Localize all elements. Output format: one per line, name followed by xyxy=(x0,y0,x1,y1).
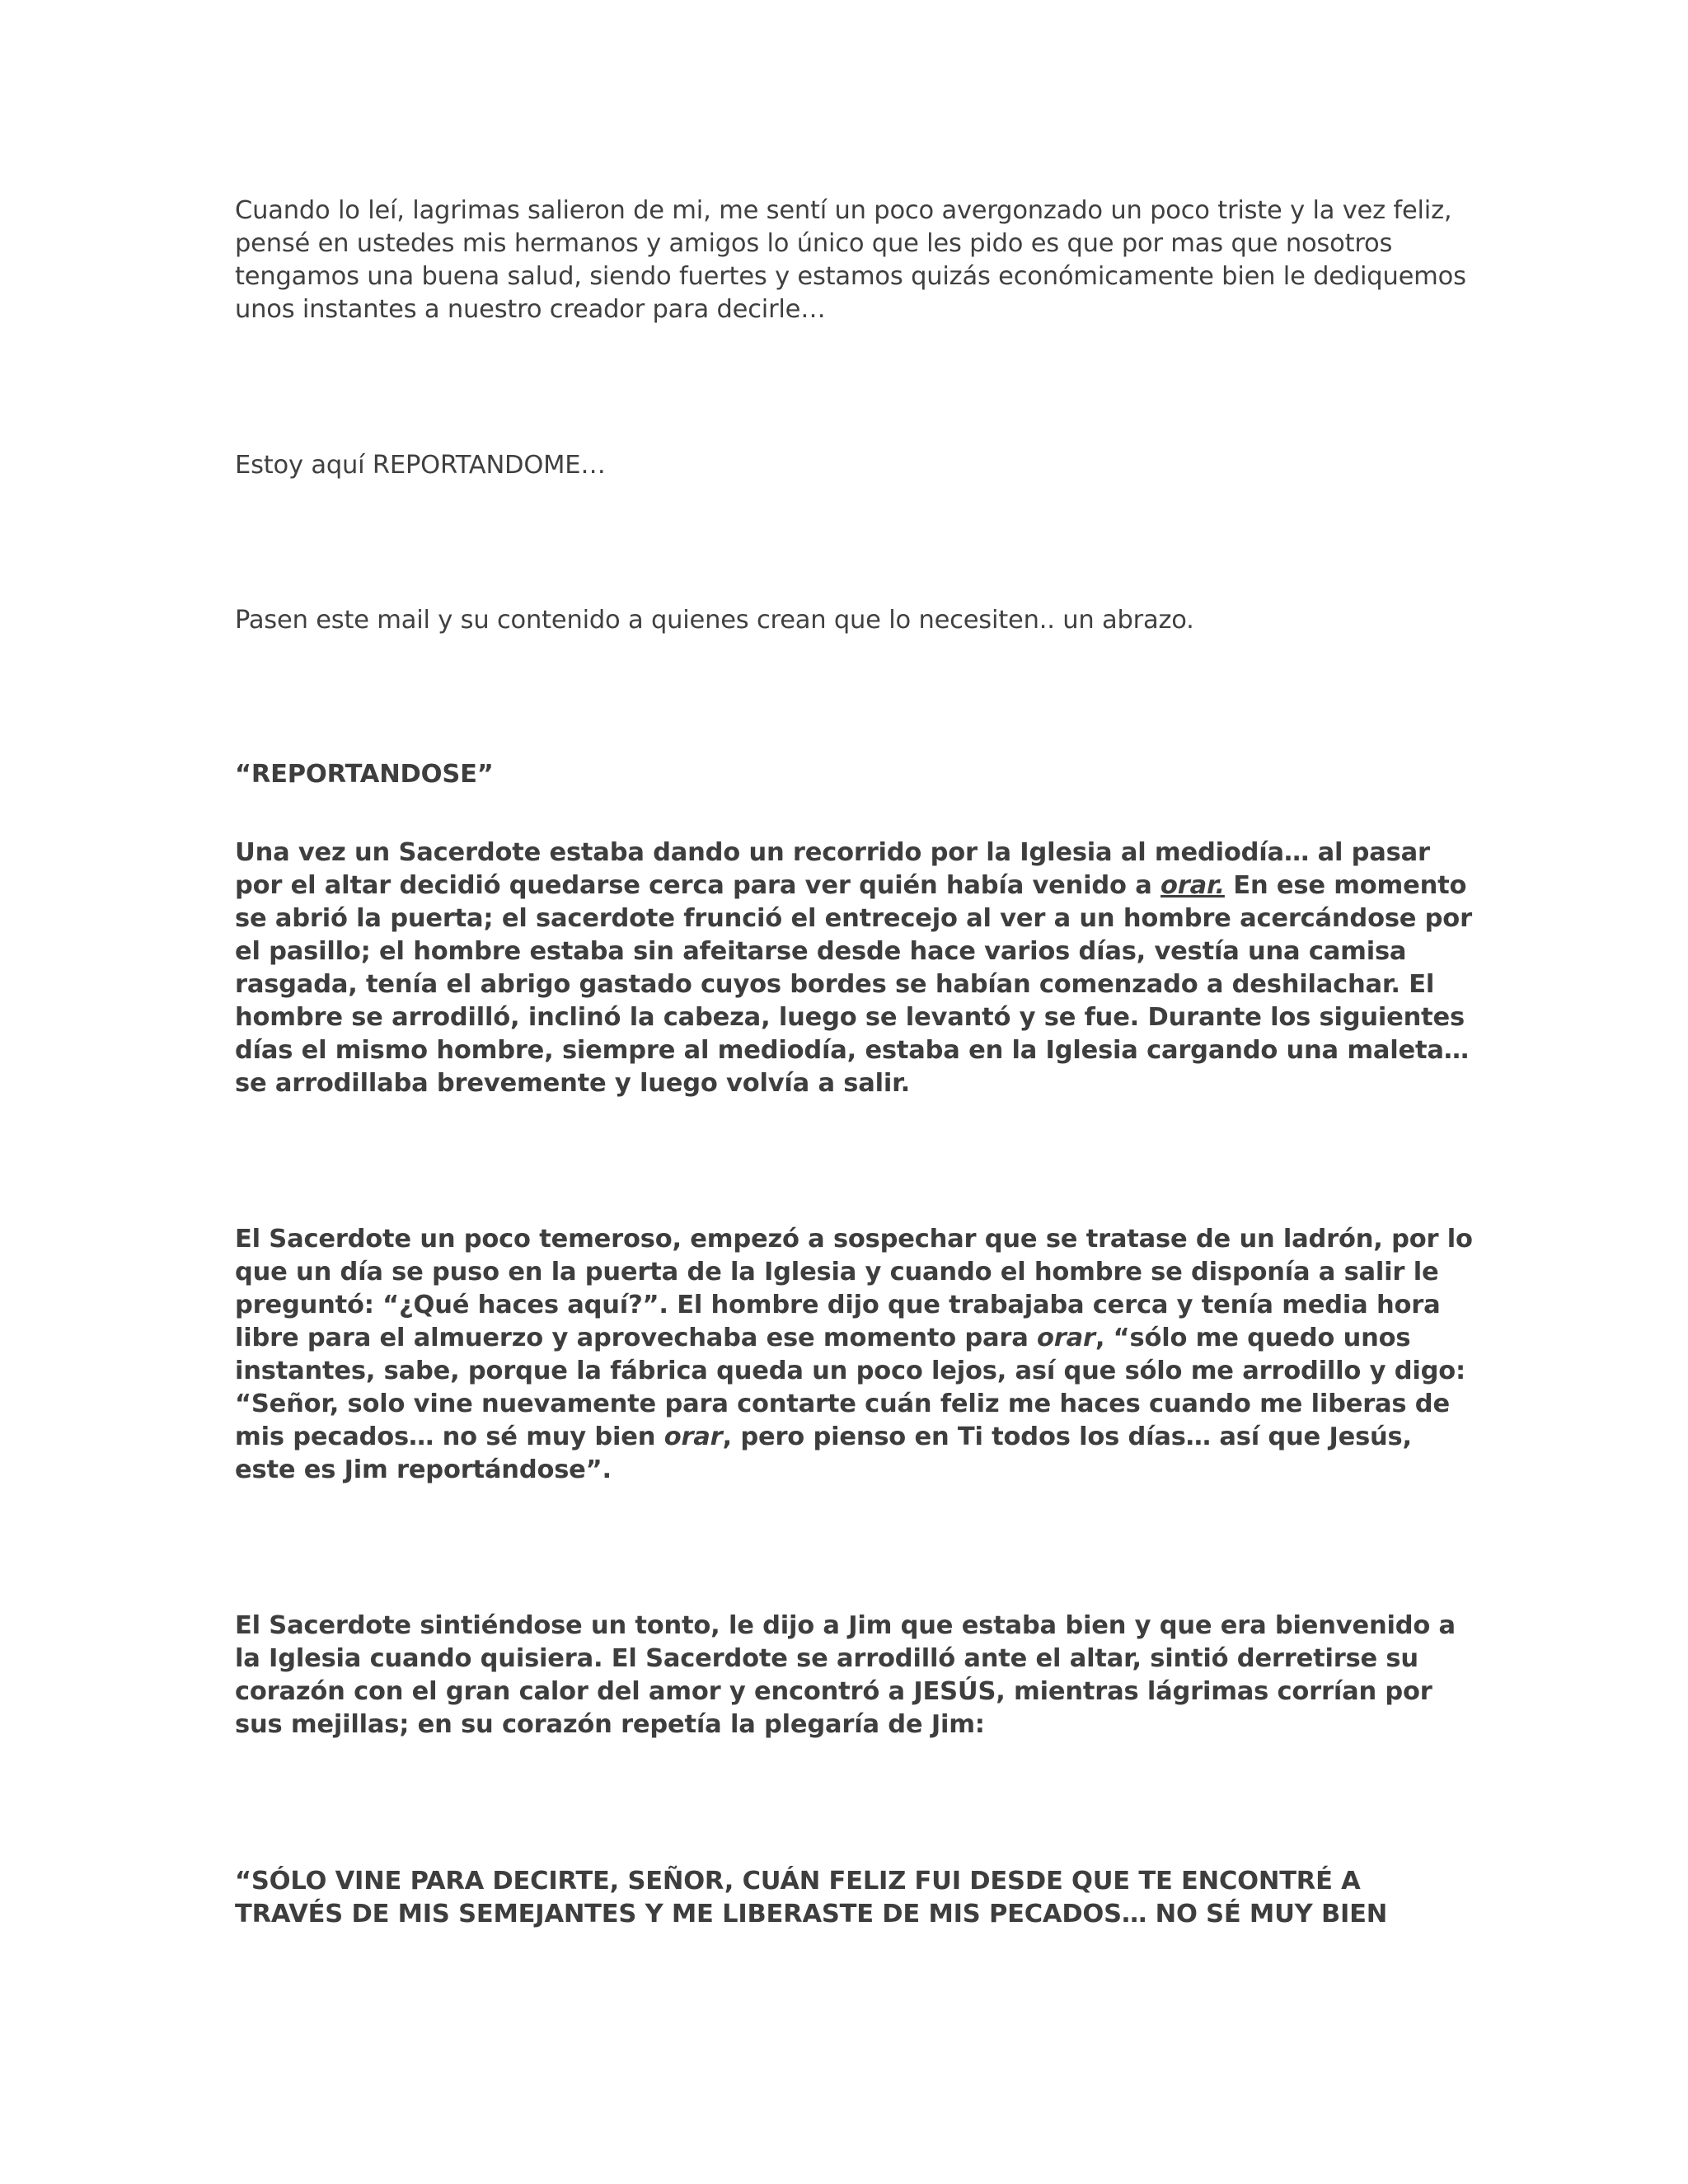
story-text: , “sólo me quedo unos xyxy=(1095,1324,1411,1352)
story-line: que un día se puso en la puerta de la Iglesia y cuando el hombre se disponía a salir le xyxy=(235,1258,1439,1286)
story-line: Una vez un Sacerdote estaba dando un recorrido por la Iglesia al mediodía… al pasar xyxy=(235,838,1430,867)
intro-line: Cuando lo leí, lagrimas salieron de mi, me sentí un poco avergonzado un poco triste y la vez feliz, xyxy=(235,196,1452,225)
story-line: rasgada, tenía el abrigo gastado cuyos bordes se habían comenzado a deshilachar. El xyxy=(235,970,1435,999)
story-line: “Señor, solo vine nuevamente para contarte cuán feliz me haces cuando me liberas de xyxy=(235,1390,1450,1418)
emphasized-word: orar. xyxy=(1160,871,1225,900)
story-line: sus mejillas; en su corazón repetía la plegaría de Jim: xyxy=(235,1710,985,1739)
story-text: libre para el almuerzo y aprovechaba ese momento para xyxy=(235,1324,1038,1352)
intro-line: unos instantes a nuestro creador para decirle… xyxy=(235,295,826,324)
forward-text: Pasen este mail y su contenido a quienes crean que lo necesiten.. un abrazo. xyxy=(235,606,1194,635)
story-line: El Sacerdote un poco temeroso, empezó a sospechar que se tratase de un ladrón, por lo xyxy=(235,1225,1473,1254)
story-line xyxy=(235,869,1467,902)
story-line: corazón con el gran calor del amor y encontró a JESÚS, mientras lágrimas corrían por xyxy=(235,1677,1432,1706)
story-line: días el mismo hombre, siempre al mediodía, estaba en la Iglesia cargando una maleta… xyxy=(235,1036,1470,1065)
story-line: el pasillo; el hombre estaba sin afeitarse desde hace varios días, vestía una camisa xyxy=(235,937,1407,966)
story-paragraph-1 xyxy=(235,837,1472,1100)
story-line xyxy=(235,1322,1451,1355)
story-line: hombre se arrodilló, inclinó la cabeza, luego se levantó y se fue. Durante los siguientes xyxy=(235,1003,1465,1032)
story-line: se abrió la puerta; el sacerdote frunció el entrecejo al ver a un hombre acercándose por xyxy=(235,904,1472,933)
story-line: instantes, sabe, porque la fábrica queda un poco lejos, así que sólo me arrodillo y digo: xyxy=(235,1357,1465,1385)
story-line: se arrodillaba brevemente y luego volvía a salir. xyxy=(235,1069,910,1098)
story-paragraph-3 xyxy=(235,1610,1456,1741)
intro-line: pensé en ustedes mis hermanos y amigos lo único que les pido es que por mas que nosotros xyxy=(235,229,1393,258)
story-title xyxy=(235,758,1451,791)
emphasized-word: orar xyxy=(1037,1324,1095,1352)
story-line: El Sacerdote sintiéndose un tonto, le dijo a Jim que estaba bien y que era bienvenido a xyxy=(235,1611,1456,1640)
story-text: En ese momento xyxy=(1224,871,1467,900)
story-text: , pero pienso en Ti todos los días… así que Jesús, xyxy=(722,1422,1412,1451)
intro-paragraph xyxy=(235,194,1466,326)
story-text: mis pecados… no sé muy bien xyxy=(235,1422,664,1451)
intro-line: tengamos una buena salud, siendo fuertes y estamos quizás económicamente bien le dediquemos xyxy=(235,262,1466,291)
story-text: por el altar decidió quedarse cerca para ver quién había venido a xyxy=(235,871,1161,900)
story-paragraph-2 xyxy=(235,1223,1473,1487)
story-line: preguntó: “¿Qué haces aquí?”. El hombre dijo que trabajaba cerca y tenía media hora xyxy=(235,1291,1441,1319)
prayer-line: “SÓLO VINE PARA DECIRTE, SEÑOR, CUÁN FELIZ FUI DESDE QUE TE ENCONTRÉ A xyxy=(235,1867,1361,1896)
story-line xyxy=(235,1421,1451,1454)
story-line: este es Jim reportándose”. xyxy=(235,1455,612,1484)
reporting-text: Estoy aquí REPORTANDOME… xyxy=(235,451,606,480)
forward-line xyxy=(235,604,1451,637)
story-title-text: “REPORTANDOSE” xyxy=(235,760,494,789)
emphasized-word: orar xyxy=(663,1422,723,1451)
reporting-line xyxy=(235,449,1451,482)
prayer-paragraph xyxy=(235,1865,1451,1931)
prayer-line: TRAVÉS DE MIS SEMEJANTES Y ME LIBERASTE DE MIS PECADOS… NO SÉ MUY BIEN xyxy=(235,1900,1388,1929)
story-line: la Iglesia cuando quisiera. El Sacerdote se arrodilló ante el altar, sintió derretirse su xyxy=(235,1644,1418,1673)
